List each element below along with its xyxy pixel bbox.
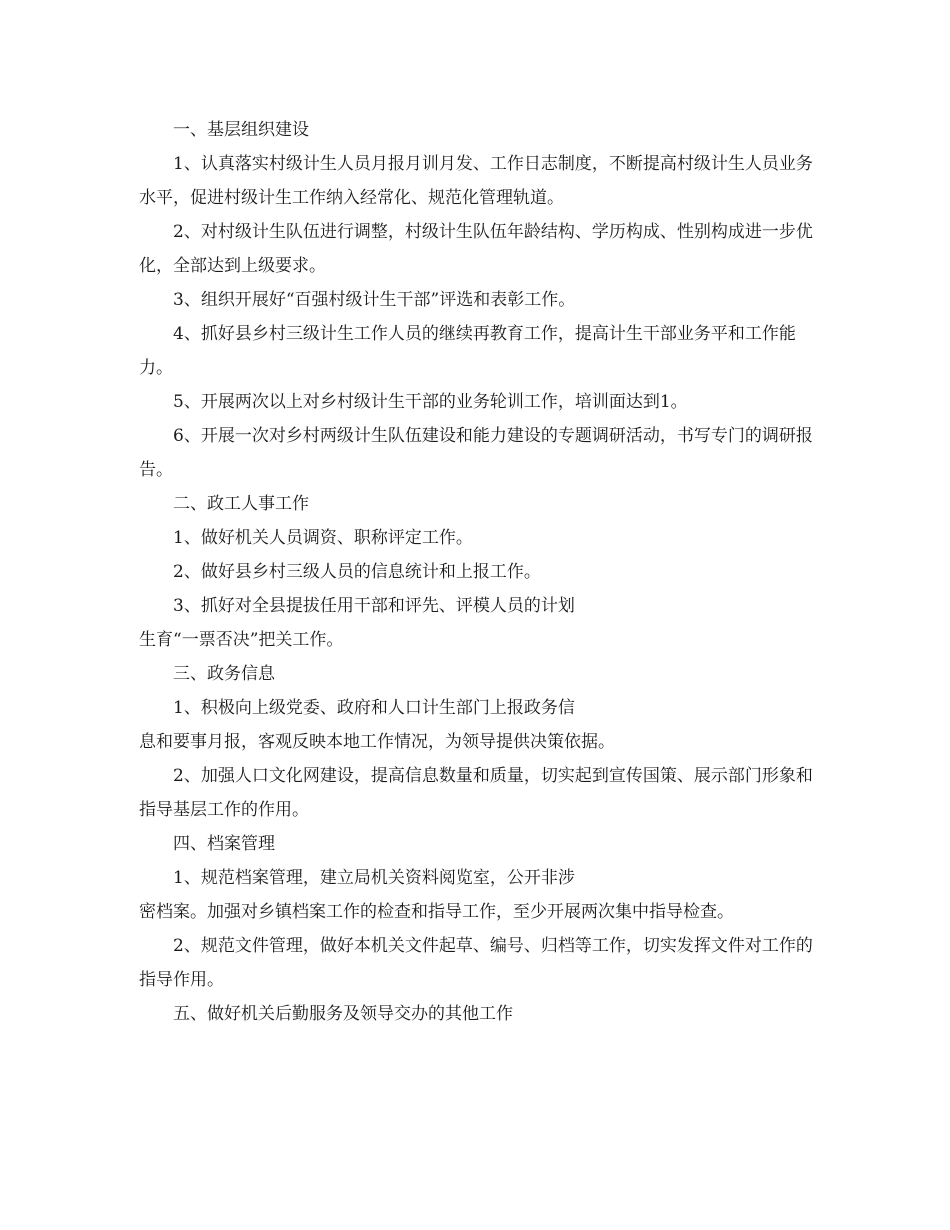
paragraph-item: 2、对村级计生队伍进行调整，村级计生队伍年龄结构、学历构成、性别构成进一步优化，全部达到上级要求。 [139,222,813,276]
paragraph-item: 3、组织开展好“百强村级计生干部”评选和表彰工作。 [173,290,576,310]
heading-government-information: 三、政务信息 [173,664,275,684]
paragraph-item: 2、加强人口文化网建设，提高信息数量和质量，切实起到宣传国策、展示部门形象和指导基层工作的作用。 [139,766,813,820]
paragraph-item: 1、认真落实村级计生人员月报月训月发、工作日志制度，不断提高村级计生人员业务水平，促进村级计生工作纳入经常化、规范化管理轨道。 [139,154,813,208]
paragraph-continuation: 息和要事月报，客观反映本地工作情况，为领导提供决策依据。 [139,732,615,752]
paragraph-item: 1、积极向上级党委、政府和人口计生部门上报政务信 [173,698,575,718]
paragraph-item: 1、规范档案管理，建立局机关资料阅览室，公开非涉 [173,868,575,888]
paragraph-item: 2、规范文件管理，做好本机关文件起草、编号、归档等工作，切实发挥文件对工作的指导作用。 [139,936,813,990]
paragraph-continuation: 密档案。加强对乡镇档案工作的检查和指导工作，至少开展两次集中指导检查。 [139,902,734,922]
paragraph-continuation: 生育“一票否决”把关工作。 [139,630,344,650]
document-body [139,113,819,1031]
paragraph-item: 2、做好县乡村三级人员的信息统计和上报工作。 [173,562,541,582]
paragraph-item: 1、做好机关人员调资、职称评定工作。 [173,528,473,548]
paragraph-item: 6、开展一次对乡村两级计生队伍建设和能力建设的专题调研活动，书写专门的调研报告。 [139,426,813,480]
paragraph-item: 4、抓好县乡村三级计生工作人员的继续再教育工作，提高计生干部业务平和工作能力。 [139,324,796,378]
paragraph-item: 3、抓好对全县提拔任用干部和评先、评模人员的计划 [173,596,575,616]
heading-archive-management: 四、档案管理 [173,834,275,854]
heading-grassroots-organization: 一、基层组织建设 [173,120,309,140]
heading-personnel-work: 二、政工人事工作 [173,494,309,514]
paragraph-item: 5、开展两次以上对乡村级计生干部的业务轮训工作，培训面达到1。 [173,392,688,412]
heading-logistics-service: 五、做好机关后勤服务及领导交办的其他工作 [173,1004,513,1024]
